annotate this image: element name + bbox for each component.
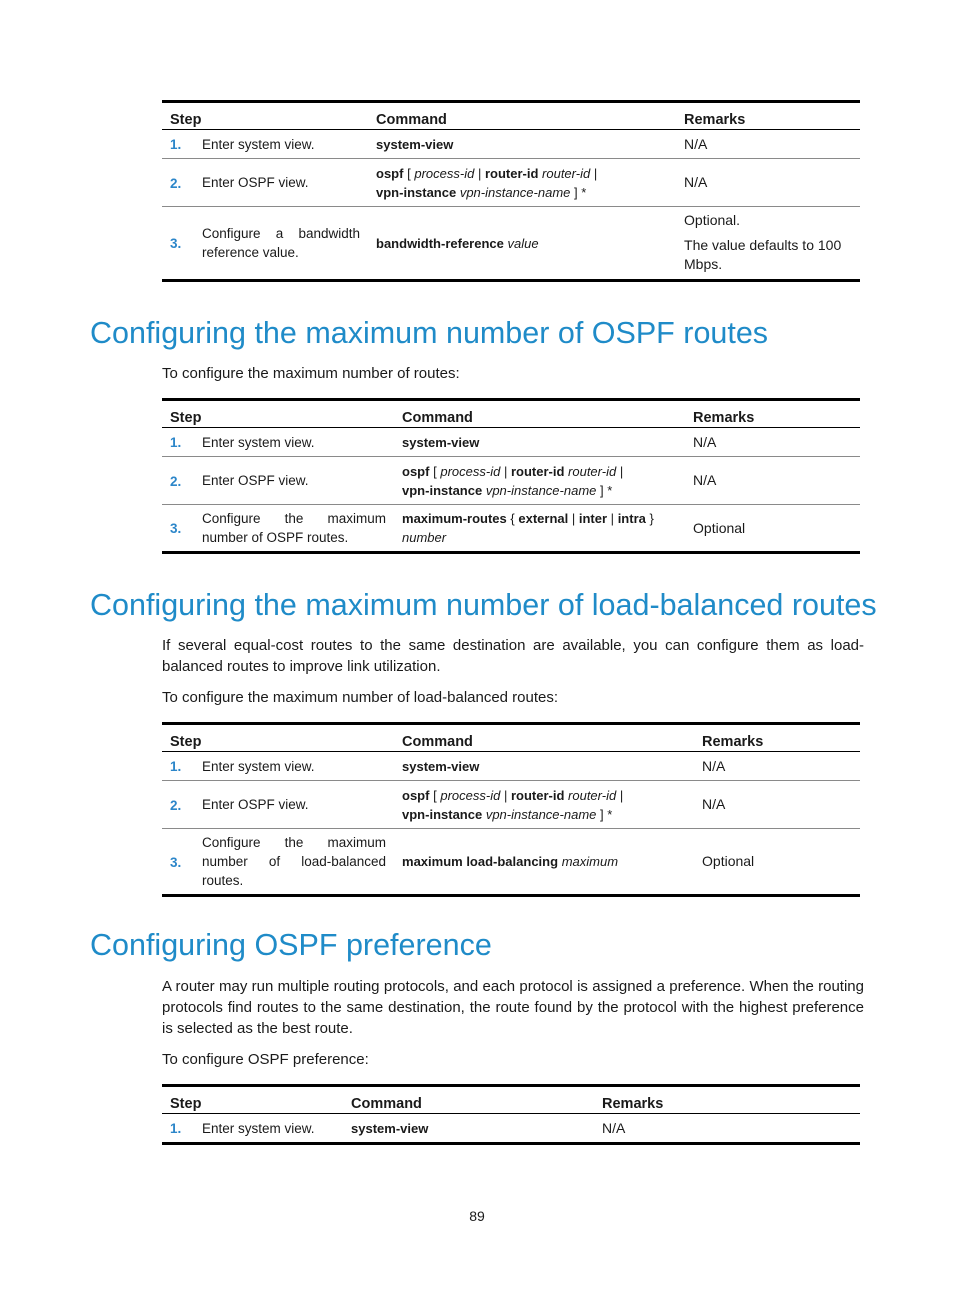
header-step: Step xyxy=(162,724,394,752)
header-command: Command xyxy=(368,102,676,130)
section-heading-preference: Configuring OSPF preference xyxy=(90,928,492,962)
header-command: Command xyxy=(343,1086,594,1114)
step-description: Enter system view. xyxy=(194,130,368,159)
step-number: 1. xyxy=(162,752,194,781)
step-number: 2. xyxy=(162,781,194,829)
command-text: system-view xyxy=(351,1120,429,1136)
table-row xyxy=(162,159,860,207)
step-description: Enter system view. xyxy=(194,752,394,781)
table-row xyxy=(162,130,860,159)
table-row xyxy=(162,781,860,829)
command-text: ospf [ process-id | router-id router-id | vpn-instance vpn-instance-name ] * xyxy=(368,159,676,207)
max-routes-table xyxy=(162,398,860,554)
remarks-text: N/A xyxy=(676,130,860,159)
paragraph-preference: A router may run multiple routing protocols, and each protocol is assigned a preference. When the routing protocols find routes to the same destination, the route found by the protocol with the highest preference is selected as the best route. xyxy=(162,978,864,1037)
remarks-text: N/A xyxy=(694,781,860,829)
step-description: Configure a bandwidth reference value. xyxy=(202,226,361,260)
step-number: 1. xyxy=(170,1121,182,1136)
header-remarks: Remarks xyxy=(685,400,860,428)
table-row xyxy=(162,428,860,457)
header-remarks: Remarks xyxy=(694,724,860,752)
intro-load-balanced: To configure the maximum number of load-balanced routes: xyxy=(162,689,559,706)
table-header-row xyxy=(162,1086,860,1114)
page-number: 89 xyxy=(469,1208,485,1224)
preference-table xyxy=(162,1084,860,1145)
remarks-line: The value defaults to 100 Mbps. xyxy=(684,236,842,272)
paragraph-load-balanced: If several equal-cost routes to the same destination are available, you can configure them as load-balanced routes to improve link utilization. xyxy=(162,637,864,675)
remarks-line: Optional. xyxy=(684,211,741,228)
remarks-text: N/A xyxy=(676,159,860,207)
command-text: ospf [ process-id | router-id router-id | vpn-instance vpn-instance-name ] * xyxy=(394,781,694,829)
step-number: 1. xyxy=(162,428,194,457)
command-text: maximum-routes { external | inter | intra } number xyxy=(402,511,654,545)
remarks-text: Optional xyxy=(693,519,746,536)
header-command: Command xyxy=(394,400,685,428)
table-row xyxy=(162,505,860,553)
step-number: 3. xyxy=(170,521,182,536)
intro-max-routes: To configure the maximum number of routes: xyxy=(162,365,460,382)
command-text: system-view xyxy=(394,752,694,781)
remarks-text xyxy=(676,207,860,281)
table-header-row xyxy=(162,102,860,130)
remarks-text: N/A xyxy=(602,1119,626,1136)
table-row xyxy=(162,752,860,781)
step-description: Configure the maximum number of OSPF routes. xyxy=(202,511,387,545)
table-row xyxy=(162,1114,860,1144)
header-step: Step xyxy=(162,102,368,130)
intro-preference: To configure OSPF preference: xyxy=(162,1051,369,1068)
command-text: ospf [ process-id | router-id router-id | vpn-instance vpn-instance-name ] * xyxy=(394,457,685,505)
bandwidth-reference-table xyxy=(162,100,860,282)
remarks-text: N/A xyxy=(685,457,860,505)
table-header-row xyxy=(162,400,860,428)
header-step: Step xyxy=(162,1086,343,1114)
command-text: system-view xyxy=(368,130,676,159)
command-text: system-view xyxy=(394,428,685,457)
step-description: Enter OSPF view. xyxy=(194,457,394,505)
remarks-text: N/A xyxy=(694,752,860,781)
header-remarks: Remarks xyxy=(594,1086,860,1114)
step-description: Enter system view. xyxy=(202,1120,315,1136)
load-balanced-table xyxy=(162,722,860,897)
table-row xyxy=(162,829,860,896)
step-number: 2. xyxy=(162,159,194,207)
step-number: 1. xyxy=(162,130,194,159)
table-row xyxy=(162,207,860,281)
command-text: maximum load-balancing maximum xyxy=(402,854,619,869)
step-description: Configure the maximum number of load-balanced routes. xyxy=(202,835,387,888)
section-heading-load-balanced: Configuring the maximum number of load-balanced routes xyxy=(90,588,877,622)
section-heading-max-routes: Configuring the maximum number of OSPF routes xyxy=(90,316,769,350)
step-description: Enter OSPF view. xyxy=(194,159,368,207)
header-step: Step xyxy=(162,400,394,428)
command-text: bandwidth-reference value xyxy=(376,235,539,251)
step-number: 2. xyxy=(162,457,194,505)
table-row xyxy=(162,457,860,505)
step-description: Enter OSPF view. xyxy=(194,781,394,829)
step-number: 3. xyxy=(170,854,182,870)
step-description: Enter system view. xyxy=(194,428,394,457)
remarks-text: Optional xyxy=(702,853,755,869)
remarks-text: N/A xyxy=(685,428,860,457)
header-remarks: Remarks xyxy=(676,102,860,130)
header-command: Command xyxy=(394,724,694,752)
step-number: 3. xyxy=(170,235,182,251)
table-header-row xyxy=(162,724,860,752)
